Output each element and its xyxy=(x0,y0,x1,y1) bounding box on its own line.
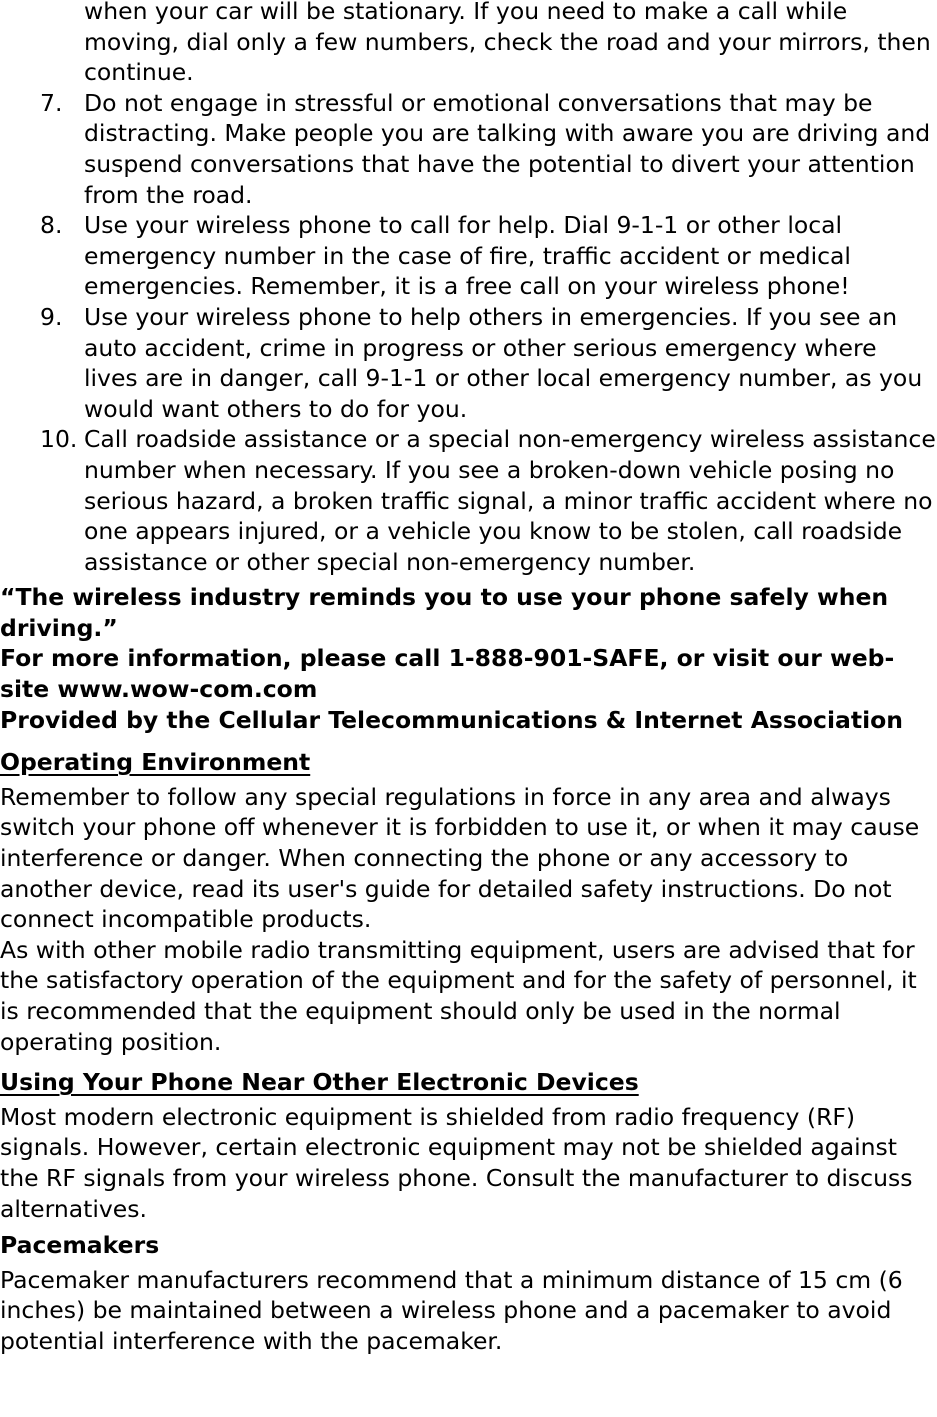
list-item-continuation: when your car will be stationary. If you need to make a call while moving, dial only a few numbers, check the road and your mirrors, then continue. xyxy=(84,0,931,87)
industry-reminder: “The wireless industry reminds you to use your phone safely when driving.” xyxy=(0,583,889,642)
operating-environment-heading: Operating Environment xyxy=(0,748,311,777)
operating-environment-paragraph: Remember to follow any special regulations in force in any area and always switch your phone off whenever it is forbidden to use it, or when it may cause interference or danger. When connecting the phone or any accessory to another device, read its user's guide for detailed safety instructions. Do not connect incompatible products. xyxy=(0,782,920,934)
list-item-number: 9. xyxy=(40,302,63,331)
pacemakers-paragraph: Pacemaker manufacturers recommend that a minimum distance of 15 cm (6 inches) be maintained between a wireless phone and a pacemaker to avoid potential interference with the pacemaker. xyxy=(0,1265,903,1355)
electronic-devices-paragraph: Most modern electronic equipment is shielded from radio frequency (RF) signals. However, certain electronic equipment may not be shielded against the RF signals from your wireless phone. Consult the manufacturer to discuss alternatives. xyxy=(0,1102,913,1223)
provided-by: Provided by the Cellular Telecommunications & Internet Association xyxy=(0,705,904,734)
list-item-number: 10. xyxy=(40,425,78,454)
list-item xyxy=(0,210,937,302)
list-item-text: Call roadside assistance or a special non-emergency wireless assistance number when necessary. If you see a broken-down vehicle posing no serious hazard, a broken traffic signal, a minor traffic accident where no one appears injured, or a vehicle you know to be stolen, call roadside assistance or other special non-emergency number. xyxy=(84,425,936,576)
list-item-text: Use your wireless phone to help others in emergencies. If you see an auto accident, crime in progress or other serious emergency where lives are in danger, call 9-1-1 or other local emergency number, as you would want others to do for you. xyxy=(84,302,923,423)
list-item-number: 7. xyxy=(40,88,63,117)
list-item-text: Do not engage in stressful or emotional conversations that may be distracting. Make people you are talking with aware you are driving and suspend conversations that have the potential to divert your attention from the road. xyxy=(84,88,931,209)
more-information: For more information, please call 1-888-901-SAFE, or visit our web-site www.wow-com.com xyxy=(0,644,895,704)
safety-tips-list xyxy=(0,88,937,578)
list-item-number: 8. xyxy=(40,211,63,240)
list-item xyxy=(0,88,937,210)
list-item xyxy=(0,302,937,424)
list-item-text: Use your wireless phone to call for help. Dial 9-1-1 or other local emergency number in the case of fire, traffic accident or medical emergencies. Remember, it is a free call on your wireless phone! xyxy=(84,211,851,301)
operating-environment-paragraph: As with other mobile radio transmitting equipment, users are advised that for the satisfactory operation of the equipment and for the safety of personnel, it is recommended that the equipment should only be used in the normal operating position. xyxy=(0,935,917,1056)
pacemakers-heading: Pacemakers xyxy=(0,1231,160,1260)
list-item xyxy=(0,424,937,577)
electronic-devices-heading: Using Your Phone Near Other Electronic Devices xyxy=(0,1068,639,1097)
